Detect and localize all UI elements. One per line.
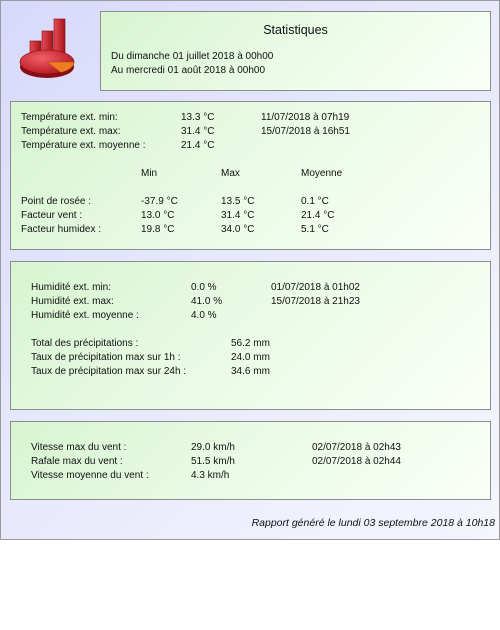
wind-gust-label: Rafale max du vent : bbox=[31, 456, 123, 467]
wind-avg-value: 4.3 km/h bbox=[191, 470, 230, 481]
precip-24h-label: Taux de précipitation max sur 24h : bbox=[31, 366, 187, 377]
temp-max-label: Température ext. max: bbox=[21, 126, 121, 137]
period-to: Au mercredi 01 août 2018 à 00h00 bbox=[111, 65, 265, 76]
precip-1h-label: Taux de précipitation max sur 1h : bbox=[31, 352, 181, 363]
wind-gust-value: 51.5 km/h bbox=[191, 456, 235, 467]
humidex-min: 19.8 °C bbox=[141, 224, 175, 235]
dewpoint-label: Point de rosée : bbox=[21, 196, 92, 207]
precip-total-value: 56.2 mm bbox=[231, 338, 270, 349]
temp-max-date: 15/07/2018 à 16h51 bbox=[261, 126, 350, 137]
wind-max-label: Vitesse max du vent : bbox=[31, 442, 127, 453]
page-title: Statistiques bbox=[263, 23, 328, 37]
header-panel bbox=[100, 11, 491, 91]
temperature-panel bbox=[10, 101, 491, 250]
generation-note: Rapport généré le lundi 03 septembre 2018 à 10h18 bbox=[251, 517, 495, 529]
wind-gust-date: 02/07/2018 à 02h44 bbox=[312, 456, 401, 467]
dewpoint-max: 13.5 °C bbox=[221, 196, 255, 207]
humidity-min-value: 0.0 % bbox=[191, 282, 217, 293]
humidity-min-date: 01/07/2018 à 01h02 bbox=[271, 282, 360, 293]
humidity-avg-value: 4.0 % bbox=[191, 310, 217, 321]
period-from: Du dimanche 01 juillet 2018 à 00h00 bbox=[111, 51, 274, 62]
wind-panel bbox=[10, 421, 491, 500]
dewpoint-avg: 0.1 °C bbox=[301, 196, 329, 207]
humidity-avg-label: Humidité ext. moyenne : bbox=[31, 310, 139, 321]
precip-1h-value: 24.0 mm bbox=[231, 352, 270, 363]
windchill-label: Facteur vent : bbox=[21, 210, 83, 221]
wind-avg-label: Vitesse moyenne du vent : bbox=[31, 470, 149, 481]
humidity-max-date: 15/07/2018 à 21h23 bbox=[271, 296, 360, 307]
windchill-avg: 21.4 °C bbox=[301, 210, 335, 221]
statistics-chart-icon bbox=[17, 15, 77, 81]
humidity-max-label: Humidité ext. max: bbox=[31, 296, 114, 307]
precip-total-label: Total des précipitations : bbox=[31, 338, 139, 349]
dewpoint-min: -37.9 °C bbox=[141, 196, 178, 207]
wind-max-date: 02/07/2018 à 02h43 bbox=[312, 442, 401, 453]
humidex-max: 34.0 °C bbox=[221, 224, 255, 235]
temp-avg-value: 21.4 °C bbox=[181, 140, 215, 151]
humidity-max-value: 41.0 % bbox=[191, 296, 223, 307]
wind-max-value: 29.0 km/h bbox=[191, 442, 235, 453]
windchill-min: 13.0 °C bbox=[141, 210, 175, 221]
temp-min-date: 11/07/2018 à 07h19 bbox=[261, 112, 350, 123]
precip-24h-value: 34.6 mm bbox=[231, 366, 270, 377]
column-header-min: Min bbox=[141, 168, 158, 179]
column-header-avg: Moyenne bbox=[301, 168, 343, 179]
column-header-max: Max bbox=[221, 168, 240, 179]
windchill-max: 31.4 °C bbox=[221, 210, 255, 221]
temp-min-value: 13.3 °C bbox=[181, 112, 215, 123]
temp-avg-label: Température ext. moyenne : bbox=[21, 140, 146, 151]
temp-min-label: Température ext. min: bbox=[21, 112, 118, 123]
humidex-label: Facteur humidex : bbox=[21, 224, 102, 235]
humidity-panel bbox=[10, 261, 491, 410]
temp-max-value: 31.4 °C bbox=[181, 126, 215, 137]
humidity-min-label: Humidité ext. min: bbox=[31, 282, 112, 293]
humidex-avg: 5.1 °C bbox=[301, 224, 329, 235]
